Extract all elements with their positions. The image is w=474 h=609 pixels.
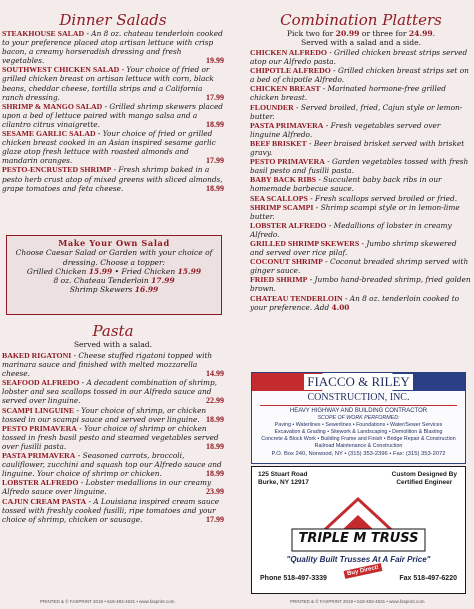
item-name: CHICKEN BREAST: [250, 84, 321, 94]
chateau-label: 8 oz. Chateau Tenderloin: [53, 276, 149, 286]
item-description: - Grilled shrimp skewers placed upon a bed of lettuce paired with mango salsa and a cilantro citrus vinaigrette.: [2, 101, 223, 129]
make-your-own-intro: Choose Caesar Salad or Garden with your choice of dressing. Choose a topper:: [15, 248, 213, 267]
grilled-chicken-price: 15.99: [88, 266, 113, 276]
item-name: BAKED RIGATONI: [2, 351, 72, 360]
item-description: - Shrimp scampi style or in lemon-lime butter.: [250, 202, 460, 221]
item-price: 14.99: [206, 369, 224, 379]
triple-m-truss-ad: [251, 466, 466, 594]
dinner-salads-list: [2, 29, 224, 193]
menu-item: [250, 257, 472, 275]
fiacco-riley-ad: [251, 372, 466, 464]
combination-title: Combination Platters: [280, 11, 442, 29]
item-price: 18.99: [206, 183, 224, 193]
item-description: - Your choice of shrimp or chicken tossed in fresh basil pesto and steamed vegetables served over fusilli pasta.: [2, 423, 219, 451]
pasta-section: [2, 323, 224, 524]
truss-fax: Fax 518-497-6220: [399, 575, 457, 582]
item-name: SCAMPI LINGUINE: [2, 405, 75, 415]
item-name: PESTO PRIMAVERA: [250, 157, 325, 167]
item-price: 22.99: [206, 396, 224, 406]
dinner-salads-title: Dinner Salads: [59, 11, 167, 29]
menu-item: [250, 239, 472, 257]
item-description: - Fresh shrimp baked in a pesto herb crust atop of mixed greens with sliced almonds, grape tomatoes and feta cheese.: [2, 165, 223, 193]
menu-item: [2, 424, 224, 451]
make-your-own-salad-box: [6, 235, 222, 315]
menu-item: [250, 121, 472, 139]
truss-addr2: Burke, NY 12917: [258, 479, 309, 486]
fiacco-header-band: [252, 373, 465, 391]
truss-eng2: Certified Engineer: [396, 479, 453, 486]
item-name: BEEF BRISKET: [250, 138, 307, 148]
item-name: SEA SCALLOPS: [250, 193, 308, 203]
item-name: FLOUNDER: [250, 102, 294, 112]
item-name: PASTA PRIMAVERA: [2, 451, 76, 461]
chateau-price: 17.99: [151, 276, 175, 286]
item-name: BABY BACK RIBS: [250, 175, 316, 185]
item-name: CHATEAU TENDERLOIN: [250, 293, 343, 303]
item-name: SHRIMP & MANGO SALAD: [2, 101, 103, 111]
fried-chicken-price: 15.99: [177, 266, 202, 276]
item-name: PASTA PRIMAVERA: [250, 120, 324, 130]
item-description: - Grilled chicken breast strips set on a bed of chipotle Alfredo.: [250, 66, 469, 85]
menu-item: [2, 129, 224, 165]
fiacco-address: P.O. Box 240, Norwood, NY • (315) 353-2396 • Fax: (315) 353-2072: [271, 451, 446, 457]
menu-item: [250, 157, 472, 175]
menu-item: [2, 497, 224, 524]
item-description: - An 8 oz. tenderloin cooked to your preference. Add: [250, 293, 460, 312]
menu-item: [250, 294, 472, 312]
item-price: 18.99: [206, 441, 224, 451]
item-name: FRIED SHRIMP: [250, 275, 308, 285]
menu-item: [2, 451, 224, 478]
item-description: - Jumbo shrimp skewered and served over rice pilaf.: [250, 238, 457, 258]
item-description: - Your choice of shrimp, or chicken tossed in our scampi sauce and served over linguine.: [2, 405, 207, 424]
menu-item: [250, 194, 472, 203]
item-name: STEAKHOUSE SALAD: [2, 29, 85, 38]
menu-item: [250, 175, 472, 193]
fiacco-line3: Concrete & Block Work • Building Frame and Finish • Bridge Repair & Construction: [261, 436, 456, 442]
item-description: - Marinated hormone-free grilled chicken breast.: [250, 84, 446, 103]
item-name: SEAFOOD ALFREDO: [2, 378, 80, 388]
shrimp-skewers-label: Shrimp Skewers: [69, 285, 133, 295]
pasta-subtitle: Served with a salad.: [73, 340, 153, 349]
pasta-title: Pasta: [92, 322, 134, 340]
item-price: 18.99: [206, 414, 224, 424]
menu-item: [2, 65, 224, 101]
menu-item: [2, 165, 224, 192]
menu-item: [250, 66, 472, 84]
item-price: 17.99: [206, 514, 224, 524]
item-name: SOUTHWEST CHICKEN SALAD: [2, 65, 120, 75]
item-name: COCONUT SHRIMP: [250, 257, 323, 267]
item-price: 17.99: [206, 92, 224, 102]
menu-item: [250, 221, 472, 239]
dinner-salads-section: [2, 12, 224, 193]
item-price: 19.99: [206, 56, 224, 66]
item-name: SESAME GARLIC SALAD: [2, 129, 96, 139]
grilled-chicken-label: Grilled Chicken: [26, 266, 87, 276]
menu-item: [250, 103, 472, 121]
footer: [0, 597, 474, 609]
item-description: - Seasoned carrots, broccoli, cauliflower, zucchini and squash top our Alfredo sauce and linguine. Your choice of shrimp or chicken.: [2, 451, 222, 479]
combination-subtitle: Served with a salad and a side.: [301, 38, 421, 47]
item-name: LOBSTER ALFREDO: [250, 220, 327, 230]
item-description: - A Louisiana inspired cream sauce tossed with freshly cooked fusilli, ripe tomatoes and your choice of shrimp, chicken or sausage.: [2, 496, 220, 524]
item-description: - Medallions of lobster in creamy Alfredo.: [250, 220, 452, 239]
item-description: - Coconut breaded shrimp served with ginger sauce.: [250, 257, 469, 276]
topper-line-3: [7, 285, 221, 294]
menu-item: [250, 275, 472, 293]
combination-pricing: Pick two for 20.99 or three for 24.99.: [286, 29, 436, 38]
truss-slogan: "Quality Built Trusses At A Fair Price": [286, 555, 431, 564]
item-name: CHIPOTLE ALFREDO: [250, 66, 331, 76]
item-extra-price: 4.00: [331, 302, 350, 312]
item-name: GRILLED SHRIMP SKEWERS: [250, 238, 360, 248]
fried-chicken-label: Fried Chicken: [121, 266, 176, 276]
fiacco-line4: Railroad Maintenance & Construction: [314, 443, 403, 449]
fiacco-tagline: HEAVY HIGHWAY AND BUILDING CONTRACTOR: [289, 408, 428, 414]
three-price: 24.99: [408, 29, 433, 38]
fiacco-name: FIACCO & RILEY: [304, 374, 413, 390]
menu-item: [2, 351, 224, 378]
menu-item: [2, 406, 224, 424]
truss-eng1: Custom Designed By: [391, 471, 457, 478]
footer-right: PRINTED & © FASPRINT 2019 • 518-483-4631 • www.fasprint.com: [290, 599, 425, 604]
truss-phone: Phone 518-497-3339: [260, 575, 327, 582]
item-description: - An 8 oz. chateau tenderloin cooked to your preference placed atop artisan lettuce with crisp bacon, a creamy horseradish dressing and fresh vegetables.: [2, 29, 223, 66]
footer-left: PRINTED & © FASPRINT 2019 • 518-483-4631 • www.fasprint.com: [40, 599, 175, 604]
menu-item: [250, 203, 472, 221]
topper-line-2: [7, 276, 221, 285]
item-name: LOBSTER ALFREDO: [2, 478, 79, 488]
fiacco-name2: CONSTRUCTION, INC.: [307, 392, 410, 403]
menu-item: [2, 29, 224, 65]
truss-addr1: 125 Stuart Road: [258, 471, 308, 478]
make-your-own-title: Make Your Own Salad: [58, 238, 170, 248]
combination-list: [250, 48, 472, 312]
item-name: PESTO PRIMAVERA: [2, 423, 77, 433]
item-name: CAJUN CREAM PASTA: [2, 496, 87, 506]
topper-line-1: Grilled Chicken 15.99 • Fried Chicken 15.99: [26, 266, 202, 276]
fiacco-scope: SCOPE OF WORK PERFORMED:: [317, 415, 400, 421]
two-price: 20.99: [335, 29, 360, 38]
item-description: - Cheese stuffed rigatoni topped with marinara sauce and finished with melted mozzarella cheese.: [2, 351, 213, 379]
item-description: - Your choice of fried or grilled chicken breast cooked in an Asian inspired sesame garlic glaze atop fresh lettuce with roasted almonds and mandarin oranges.: [2, 129, 216, 166]
combination-platters-section: [250, 12, 472, 312]
shrimp-skewers-price: 16.99: [134, 285, 159, 295]
menu-item: [2, 478, 224, 496]
item-description: - Jumbo hand-breaded shrimp, fried golden brown.: [250, 275, 471, 294]
item-description: - Succulent baby back ribs in our homemade barbecue sauce.: [250, 175, 442, 194]
menu-item: [250, 48, 472, 66]
item-name: SHRIMP SCAMPI: [250, 202, 314, 212]
truss-logo-text: TRIPLE M TRUSS: [298, 531, 419, 546]
item-description: - Fresh scallops served broiled or fried.: [307, 193, 458, 203]
item-name: PESTO-ENCRUSTED SHRIMP: [2, 165, 112, 175]
item-description: - Lobster medallions in our creamy Alfredo sauce over linguine.: [2, 478, 212, 497]
item-price: 18.99: [206, 119, 224, 129]
menu-item: [2, 102, 224, 129]
item-description: - Beer braised brisket served with brisket gravy.: [250, 138, 465, 158]
truss-buy-direct: Buy Direct!: [344, 563, 383, 579]
item-description: - Your choice of fried or grilled chicken breast on artisan lettuce with corn, black beans, cheddar cheese, tortilla strips and a California ranch dressing.: [2, 65, 214, 102]
item-price: 23.99: [206, 487, 224, 497]
menu-item: [250, 84, 472, 102]
menu-item: [2, 378, 224, 405]
item-price: 17.99: [206, 156, 224, 166]
fiacco-line1: Paving • Waterlines • Sewerlines • Foundations • Water/Sewer Services: [274, 422, 443, 428]
fiacco-divider: [260, 405, 457, 406]
pasta-list: [2, 351, 224, 524]
menu-item: [250, 139, 472, 157]
item-description: - Served broiled, fried, Cajun style or lemon-butter.: [250, 102, 463, 121]
item-description: - Grilled chicken breast strips served atop our Alfredo pasta.: [250, 48, 468, 67]
fiacco-line2: Excavation & Grading • Sitework & Landscaping • Demolition & Blasting: [274, 429, 443, 435]
item-description: - Fresh vegetables served over linguine Alfredo.: [250, 120, 441, 139]
item-description: - Garden vegetables tossed with fresh basil pesto and fusilli pasta.: [250, 157, 469, 176]
item-description: - A decadent combination of shrimp, lobster and sea scallops tossed in our Alfredo sauce and served over linguine.: [2, 378, 218, 406]
item-name: CHICKEN ALFREDO: [250, 48, 327, 57]
item-price: 18.99: [206, 469, 224, 479]
